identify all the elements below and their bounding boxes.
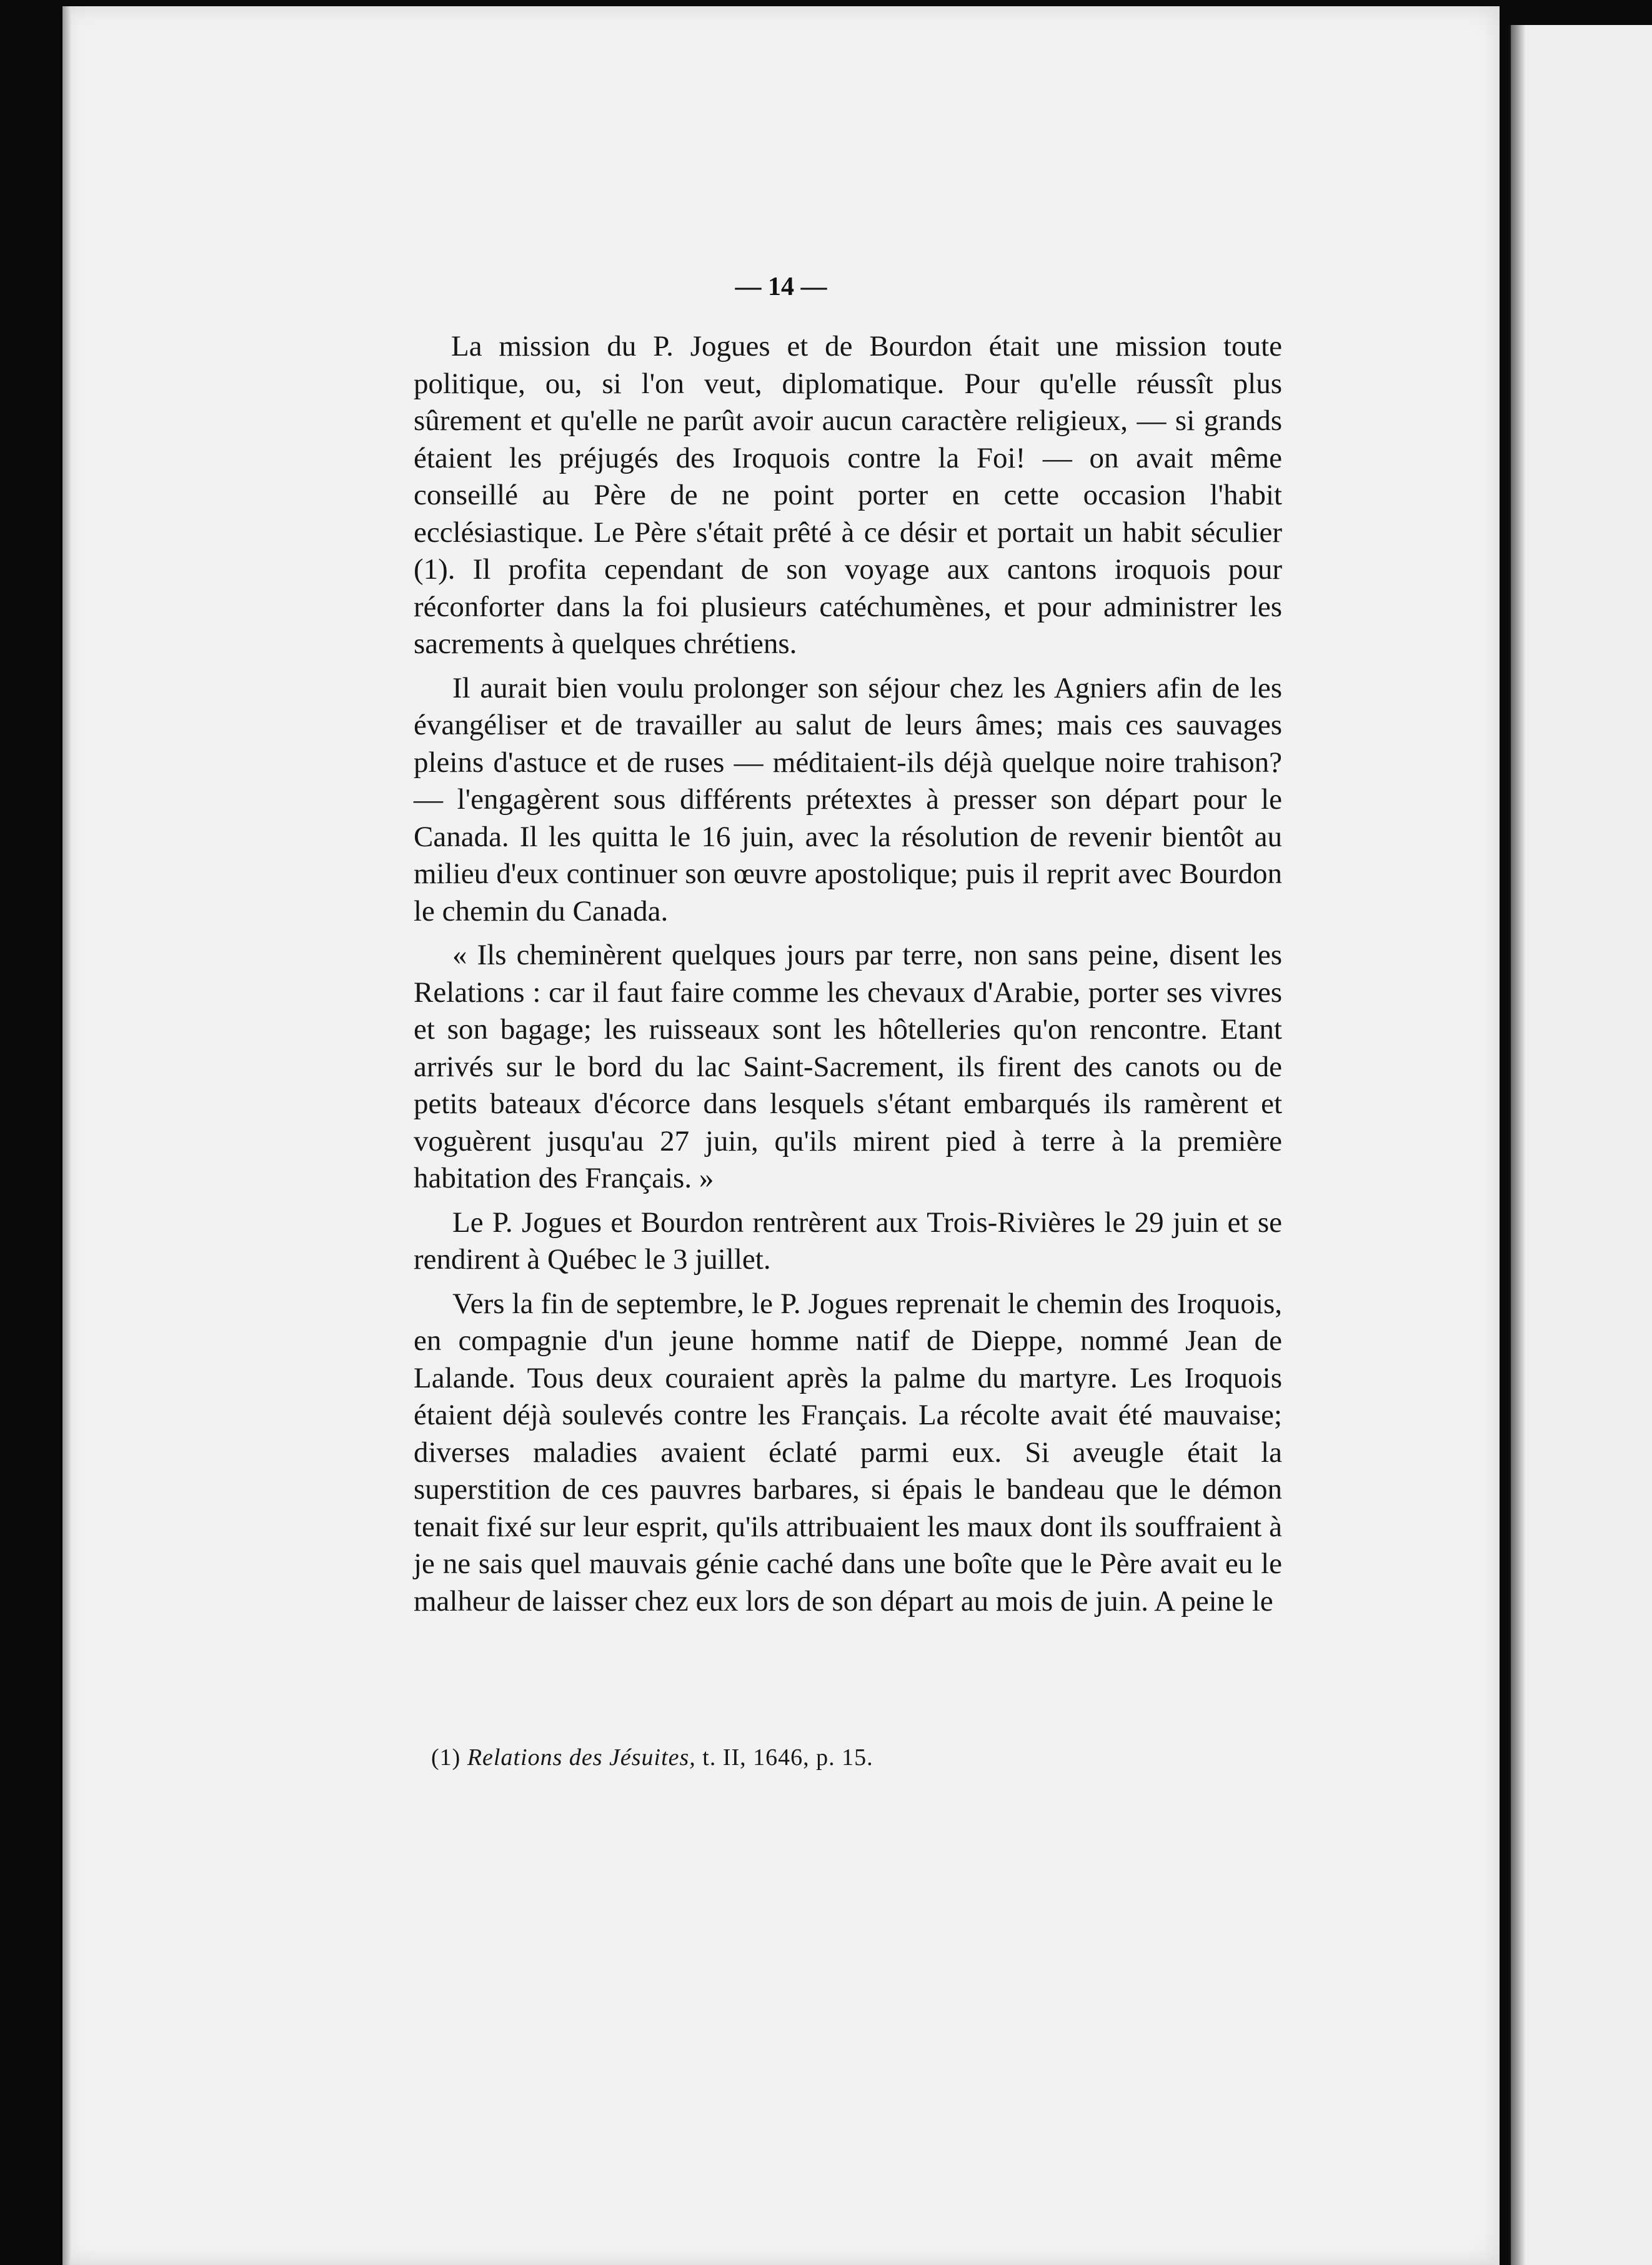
- paragraph-3: « Ils cheminèrent quelques jours par terre, non sans peine, disent les Relations : car il faut faire comme les chevaux d'Arabie, porter ses vivres et son bagage; les ruisseaux sont les hôtelleries qu'on rencontre. Etant arrivés sur le bord du lac Saint-Sacrement, ils firent des canots ou de petits bateaux d'écorce dans lesquels s'étant embarqués ils ramèrent et voguèrent jusqu'au 27 juin, qu'ils mirent pied à terre à la première habitation des Français. »: [414, 939, 1282, 1194]
- paragraph-1: La mission du P. Jogues et de Bourdon était une mission toute politique, ou, si l'on veut, diplomatique. Pour qu'elle réussît plus sûrement et qu'elle ne parût avoir aucun caractère religieux, — si grands étaient les préjugés des Iroquois contre la Foi! — on avait même conseillé au Père de ne point porter en cette occasion l'habit ecclésiastique. Le Père s'était prêté à ce désir et portait un habit séculier (1). Il profita cependant de son voyage aux cantons iroquois pour réconforter dans la foi plusieurs catéchumènes, et pour administrer les sacrements à quelques chrétiens.: [414, 330, 1282, 660]
- paragraph-5: Vers la fin de septembre, le P. Jogues reprenait le chemin des Iroquois, en compagnie d'un jeune homme natif de Dieppe, nommé Jean de Lalande. Tous deux couraient après la palme du martyre. Les Iroquois étaient déjà soulevés contre les Français. La récolte avait été mauvaise; diverses maladies avaient éclaté parmi eux. Si aveugle était la superstition de ces pauvres barbares, si épais le bandeau que le démon tenait fixé sur leur esprit, qu'ils attribuaient les maux dont ils souffraient à je ne sais quel mauvais génie caché dans une boîte que le Père avait eu le malheur de laisser chez eux lors de son départ au mois de juin. A peine le: [414, 1287, 1282, 1618]
- footnote-source: Relations des Jésuites,: [467, 1744, 696, 1771]
- page-number: — 14 —: [735, 272, 827, 301]
- paragraph-2: Il aurait bien voulu prolonger son séjour chez les Agniers afin de les évangéliser et de travailler au salut de leurs âmes; mais ces sauvages pleins d'astuce et de ruses — méditaient-ils déjà quelque noire trahison? — l'engagèrent sous différents prétextes à presser son départ pour le Canada. Il les quitta le 16 juin, avec la résolution de revenir bientôt au milieu d'eux continuer son œuvre apostolique; puis il reprit avec Bourdon le chemin du Canada.: [414, 671, 1282, 928]
- body-text: [414, 328, 1282, 1627]
- footnote-details: t. II, 1646, p. 15.: [702, 1744, 873, 1771]
- footnote: [431, 1744, 1243, 1771]
- paragraph-4: Le P. Jogues et Bourdon rentrèrent aux Trois-Rivières le 29 juin et se rendirent à Québec le 3 juillet.: [414, 1206, 1282, 1276]
- footnote-marker: (1): [431, 1744, 461, 1771]
- adjacent-page-edge: [1509, 25, 1652, 2265]
